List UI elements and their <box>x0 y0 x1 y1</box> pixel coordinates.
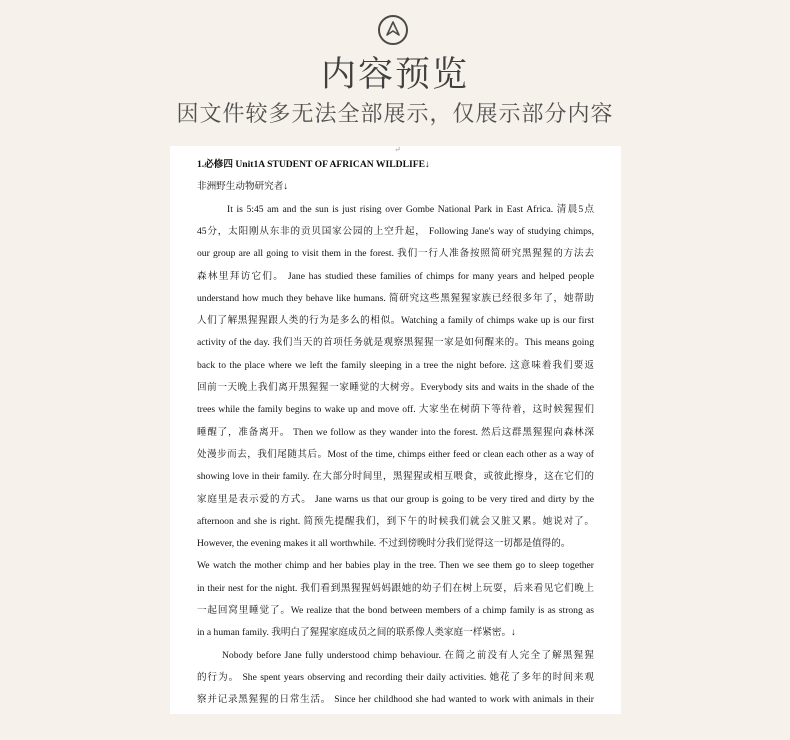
doc-line: 察并记录黑猩猩的日常生活。 Since her childhood she had wanted to work with animals in their <box>197 694 594 705</box>
preview-header <box>0 0 790 140</box>
doc-line: in a human family. 我明白了猩猩家庭成员之间的联系像人类家庭一样紧密。↓ <box>197 627 516 638</box>
paragraph-mark: ↵ <box>394 146 401 154</box>
doc-line: our group are all going to visit them in the forest. 我们一行人准备按照简研究黑猩猩的方法去 <box>197 248 594 259</box>
doc-line: activity of the day. 我们当天的首项任务就是观察黑猩猩一家是如何醒来的。This means going <box>197 337 594 348</box>
doc-line: It is 5:45 am and the sun is just rising over Gombe National Park in East Africa. 清晨5点 <box>227 204 594 215</box>
doc-line: in their nest for the night. 我们看到黑猩猩妈妈跟她的幼子们在树上玩耍，后来看见它们晚上 <box>197 583 594 594</box>
doc-line: 的行为。 She spent years observing and recording their daily activities. 她花了多年的时间来观 <box>197 672 594 683</box>
doc-line: 处漫步而去，我们尾随其后。Most of the time, chimps either feed or clean each other as a way of <box>197 449 594 460</box>
page-subtitle: 因文件较多无法全部展示，仅展示部分内容 <box>176 102 614 127</box>
doc-line: 一起回窝里睡觉了。We realize that the bond between members of a chimp family is as strong as <box>197 605 594 616</box>
doc-line: understand how much they behave like humans. 简研究这些黑猩猩家族已经很多年了，她帮助 <box>197 293 594 304</box>
doc-line: 森林里拜访它们。 Jane has studied these families of chimps for many years and helped people <box>197 271 594 282</box>
doc-heading: 1.必修四 Unit1A STUDENT OF AFRICAN WILDLIFE↓ <box>197 159 430 170</box>
doc-line: showing love in their family. 在大部分时间里，黑猩猩或相互喂食，或彼此擦身，这在它们的 <box>197 471 594 482</box>
doc-subheading: 非洲野生动物研究者↓ <box>197 181 289 192</box>
doc-line: afternoon and she is right. 简预先提醒我们，到下午的时候我们就会又脏又累。她说对了。 <box>197 516 594 527</box>
doc-line: 睡醒了，准备离开。 Then we follow as they wander into the forest. 然后这群黑猩猩向森林深 <box>197 427 594 438</box>
doc-line: trees while the family begins to wake up and move off. 大家坐在树荫下等待着，这时候猩猩们 <box>197 404 594 415</box>
document-preview <box>170 146 621 714</box>
doc-line: However, the evening makes it all worthwhile. 不过到傍晚时分我们觉得这一切都是值得的。 <box>197 538 571 549</box>
doc-line: 回前一天晚上我们离开黑猩猩一家睡觉的大树旁。Everybody sits and waits in the shade of the <box>197 382 594 393</box>
doc-line: 家庭里是表示爱的方式。 Jane warns us that our group is going to be very tired and dirty by the <box>197 494 594 505</box>
doc-line: back to the place where we left the family sleeping in a tree the night before. 这意味着我们要返 <box>197 360 594 371</box>
doc-line: 45分，太阳刚从东非的贡贝国家公园的上空升起， Following Jane's way of studying chimps, <box>197 226 594 237</box>
doc-line: 人们了解黑猩猩跟人类的行为是多么的相似。Watching a family of chimps wake up is our first <box>197 315 594 326</box>
doc-line: Nobody before Jane fully understood chimp behaviour. 在简之前没有人完全了解黑猩猩 <box>222 650 594 661</box>
doc-line: We watch the mother chimp and her babies play in the tree. Then we see them go to sleep together <box>197 560 594 571</box>
page-title: 内容预览 <box>320 55 469 95</box>
up-arrow-circle-icon <box>378 15 408 45</box>
